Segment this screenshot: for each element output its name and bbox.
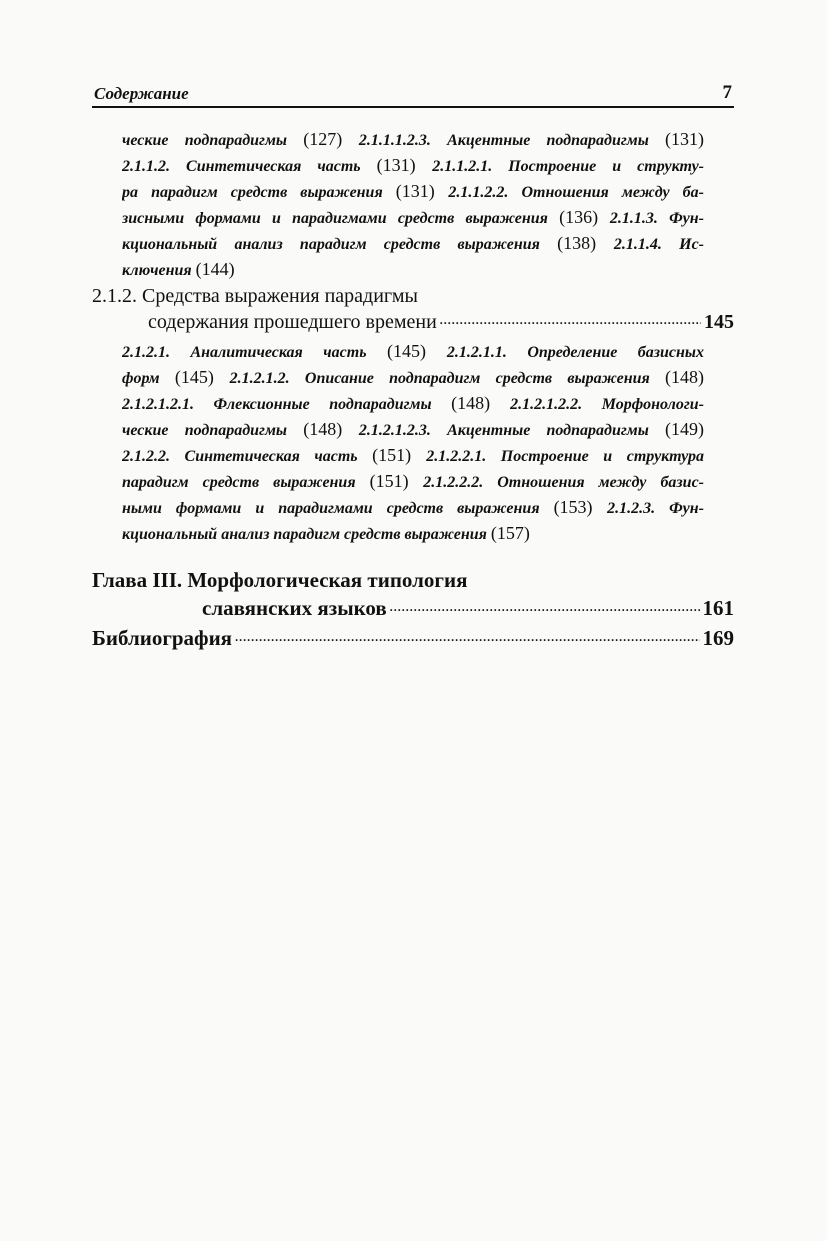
subentry-text: 2.1.2.3. Фун- <box>607 500 704 517</box>
page-ref: (157) <box>490 523 530 543</box>
page-ref: (145) <box>174 367 230 387</box>
toc-subentries-2-1-1 <box>122 126 704 282</box>
subentry-text: кциональный анализ парадигм средств выражения <box>122 236 558 253</box>
toc-subentry-line <box>122 178 704 204</box>
subentry-text: зисными формами и парадигмами средств выражения <box>122 210 560 227</box>
toc-entry-title-line2: содержания прошедшего времени <box>148 311 437 333</box>
toc-subentry-line <box>122 338 704 364</box>
toc-subentry-line <box>122 204 704 230</box>
subentry-text: 2.1.2.2. Синтетическая часть <box>122 448 373 465</box>
toc-entry-page: 145 <box>704 311 734 333</box>
toc-subentry-line <box>122 494 704 520</box>
toc-subentry-line <box>122 442 704 468</box>
page-ref: (149) <box>665 419 704 439</box>
toc-entry-title-line1: 2.1.2. Средства выражения парадигмы <box>92 285 418 307</box>
toc-subentry-line <box>122 152 704 178</box>
subentry-text: 2.1.2.1.1. Определение базисных <box>446 344 704 361</box>
page-ref: (144) <box>195 259 235 279</box>
subentry-text: 2.1.2.1.2.1. Флексионные подпарадигмы <box>122 396 452 413</box>
page-ref: (145) <box>386 341 447 361</box>
chapter-title-line2: славянских языков <box>202 596 387 620</box>
toc-subentry-line <box>122 390 704 416</box>
leader-dots <box>440 305 701 333</box>
subentry-text: 2.1.2.1.2.3. Акцентные подпарадигмы <box>358 422 666 439</box>
toc-subentry-line <box>122 230 704 256</box>
page-ref: (151) <box>372 445 427 465</box>
leader-dots <box>235 620 699 651</box>
toc-subentry-line <box>122 520 704 546</box>
toc-subentry-line <box>122 256 704 282</box>
subentry-text: 2.1.1.4. Ис- <box>613 236 704 253</box>
toc-subentry-line <box>122 364 704 390</box>
running-header <box>92 82 734 108</box>
subentry-text: 2.1.1.2.1. Построение и структу- <box>432 158 704 175</box>
subentry-text: 2.1.1.2. Синтетическая часть <box>122 158 377 175</box>
subentry-text: ключения <box>122 262 196 279</box>
running-header-title: Содержание <box>94 84 189 103</box>
page-ref: (131) <box>665 129 704 149</box>
subentry-text: 2.1.1.3. Фун- <box>609 210 704 227</box>
toc-subentry-line <box>122 468 704 494</box>
subentry-text: ческие подпарадигмы <box>122 132 304 149</box>
bibliography-page: 169 <box>702 626 734 650</box>
toc-bibliography[interactable] <box>92 624 734 652</box>
subentry-text: ными формами и парадигмами средств выражения <box>122 500 554 517</box>
page-ref: (136) <box>559 207 610 227</box>
page-ref: (148) <box>451 393 511 413</box>
page-ref: (131) <box>376 155 433 175</box>
subentry-text: ра парадигм средств выражения <box>122 184 396 201</box>
page-ref: (151) <box>369 471 424 491</box>
toc-chapter-3[interactable] <box>92 566 734 622</box>
page-ref: (138) <box>557 233 614 253</box>
page-ref: (148) <box>665 367 704 387</box>
subentry-text: парадигм средств выражения <box>122 474 370 491</box>
page-ref: (127) <box>303 129 359 149</box>
subentry-text: 2.1.2.1.2.2. Морфонологи- <box>510 396 704 413</box>
chapter-page: 161 <box>702 596 734 620</box>
subentry-text: 2.1.2.2.2. Отношения между базис- <box>423 474 704 491</box>
leader-dots <box>390 590 700 621</box>
toc-subentries-2-1-2 <box>122 338 704 546</box>
subentry-text: 2.1.2.1. Аналитическая часть <box>122 344 387 361</box>
subentry-text: 2.1.2.1.2. Описание подпарадигм средств выражения <box>229 370 665 387</box>
subentry-text: форм <box>122 370 175 387</box>
toc-subentry-line <box>122 126 704 152</box>
toc-entry-2-1-2[interactable] <box>92 283 734 335</box>
subentry-text: кциональный анализ парадигм средств выражения <box>122 526 491 543</box>
subentry-text: 2.1.1.2.2. Отношения между ба- <box>448 184 704 201</box>
page-ref: (131) <box>395 181 449 201</box>
subentry-text: 2.1.2.2.1. Построение и структура <box>426 448 704 465</box>
page-number: 7 <box>722 82 732 103</box>
page-ref: (148) <box>303 419 359 439</box>
subentry-text: ческие подпарадигмы <box>122 422 304 439</box>
bibliography-label: Библиография <box>92 626 233 650</box>
subentry-text: 2.1.1.1.2.3. Акцентные подпарадигмы <box>358 132 666 149</box>
page-ref: (153) <box>553 497 608 517</box>
chapter-title-line1: Глава III. Морфологическая типология <box>92 568 468 592</box>
toc-subentry-line <box>122 416 704 442</box>
